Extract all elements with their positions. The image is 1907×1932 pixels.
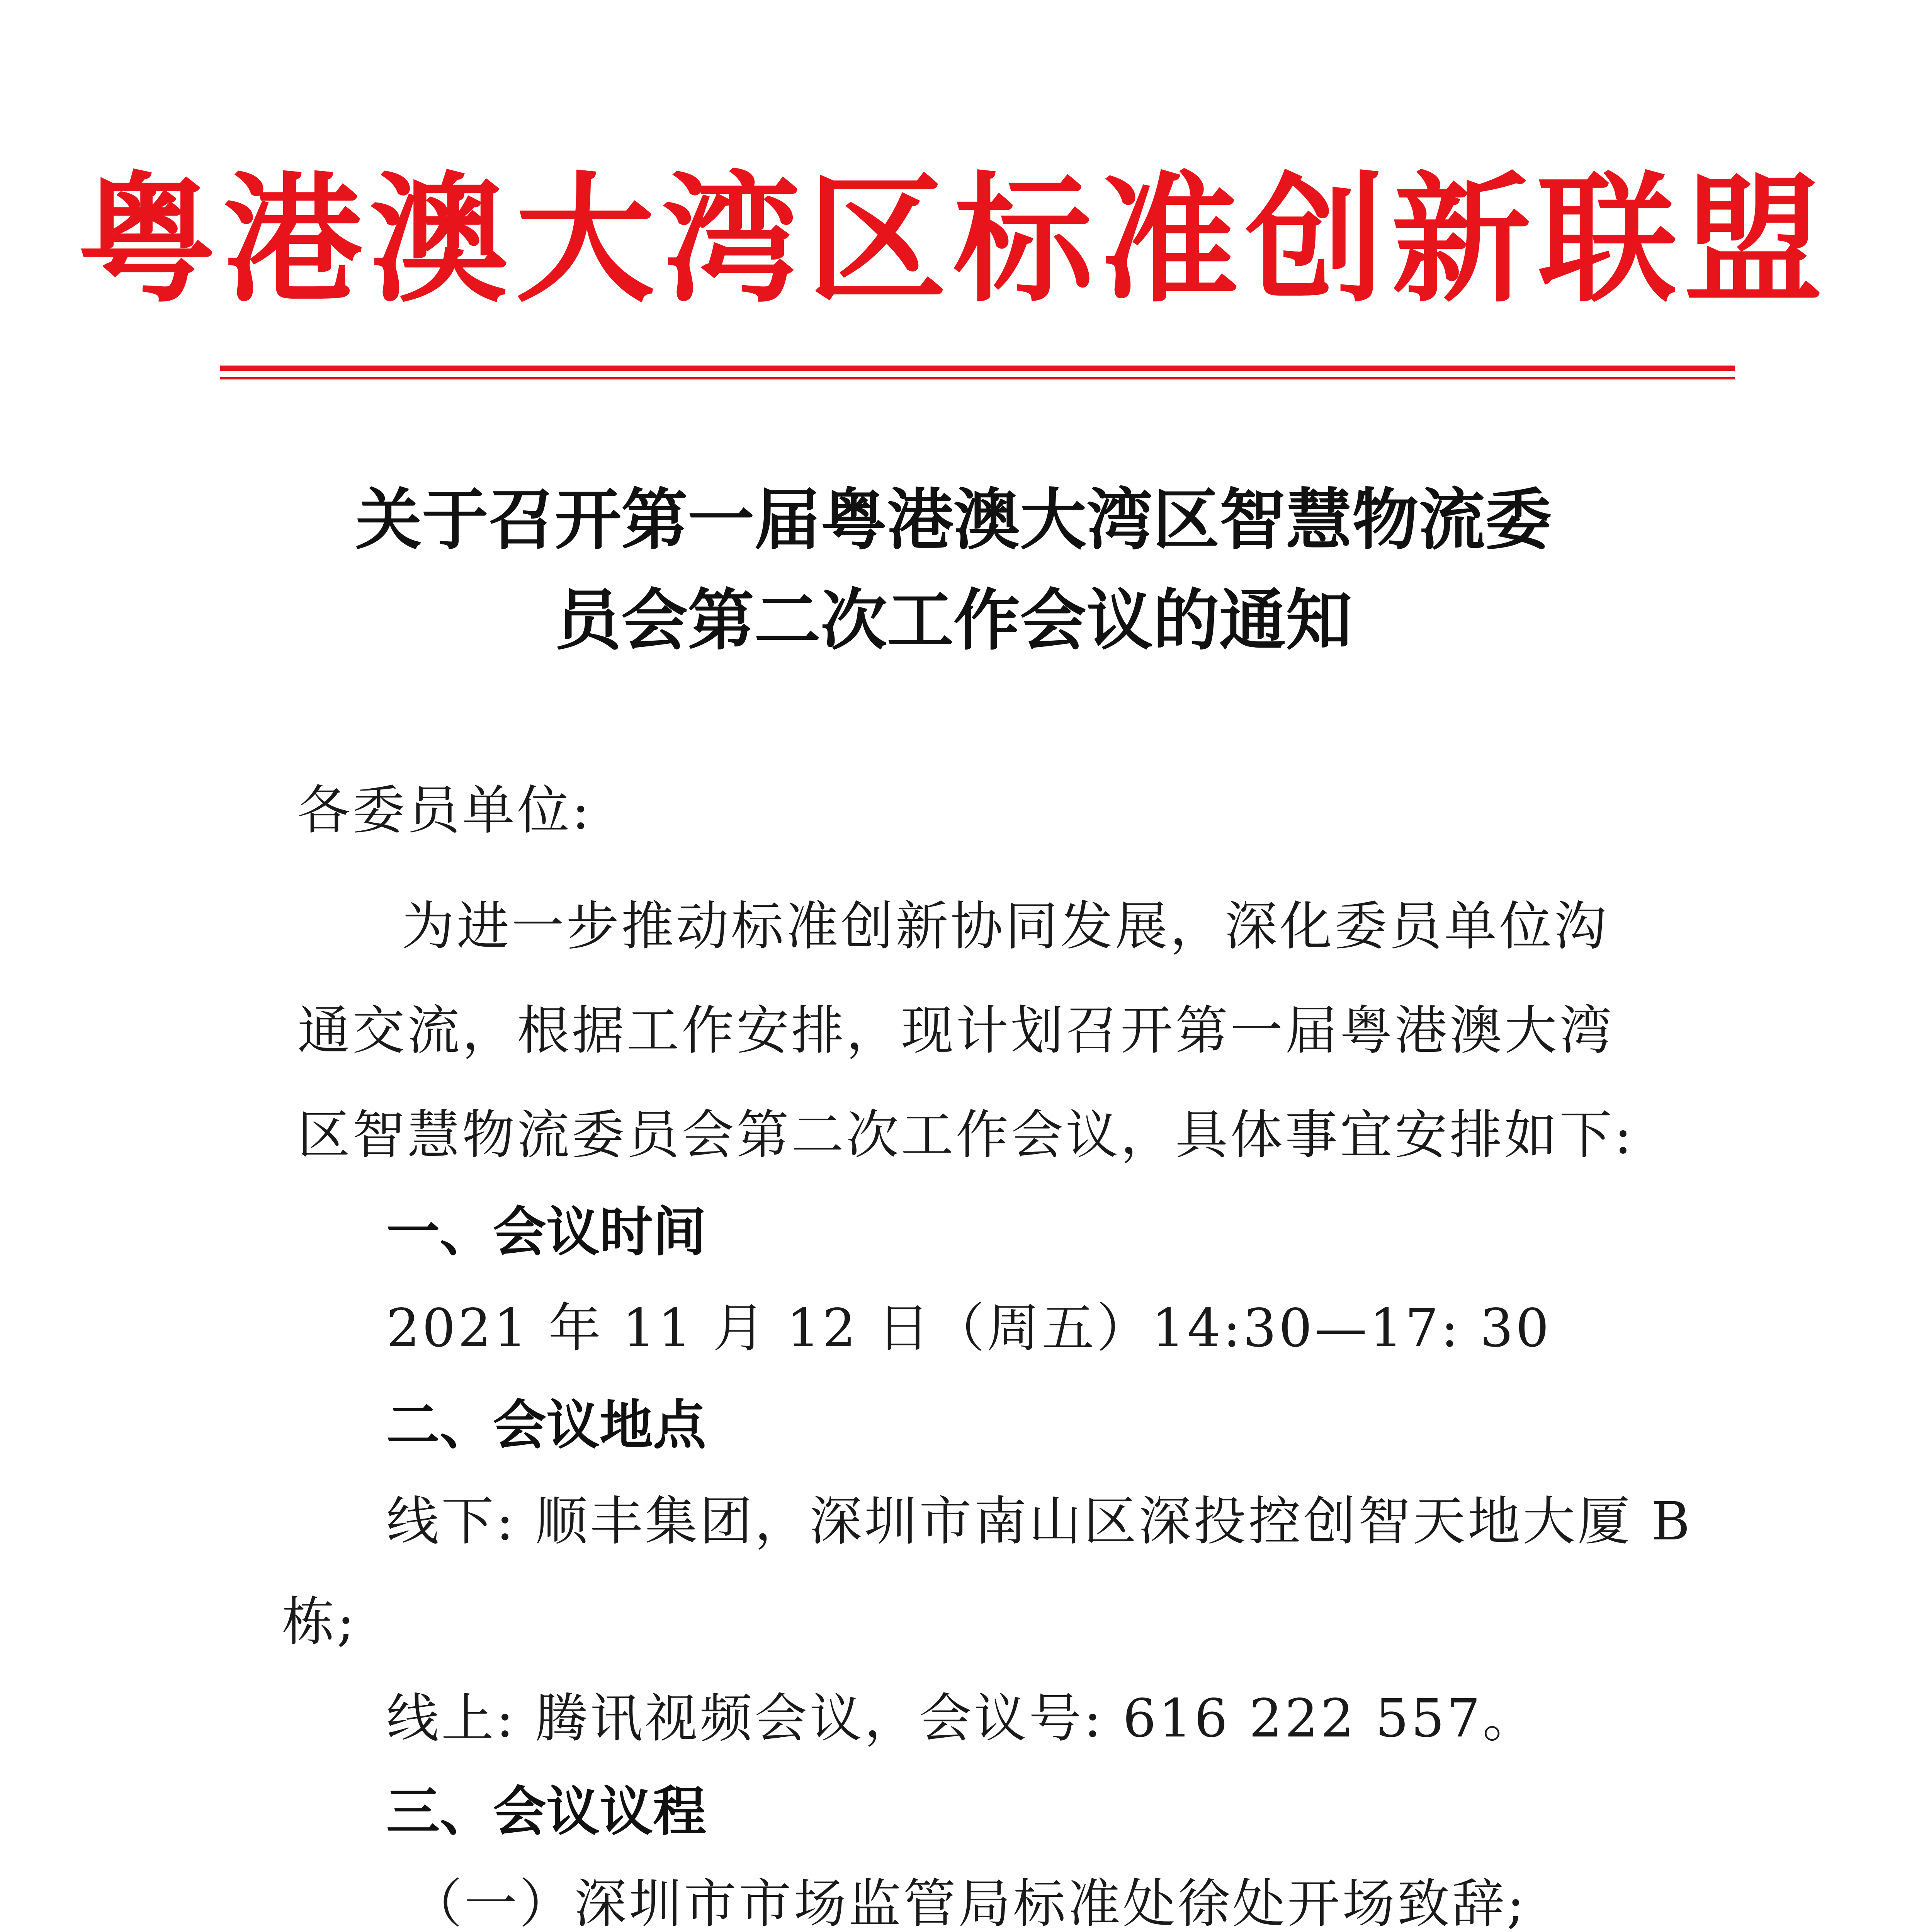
salutation: 各委员单位: — [297, 780, 592, 841]
section-3-heading: 三、会议议程 — [386, 1781, 707, 1843]
offline-location-line-1: 线下: 顺丰集团，深圳市南山区深投控创智天地大厦 B — [386, 1491, 1693, 1552]
meeting-time: 2021 年 11 月 12 日（周五）14:30—17: 30 — [386, 1298, 1552, 1359]
letterhead-rule-thin — [220, 377, 1735, 379]
intro-line-3: 区智慧物流委员会第二次工作会议，具体事宜安排如下: — [297, 1105, 1634, 1166]
letterhead-rule-thick — [220, 366, 1735, 371]
section-2-heading: 二、会议地点 — [386, 1394, 707, 1456]
document-title-line-1: 关于召开第一届粤港澳大湾区智慧物流委 — [355, 481, 1552, 559]
agenda-item: （一）深圳市市场监管局标准处徐处开场致辞; — [410, 1874, 1527, 1932]
document-title-line-2: 员会第二次工作会议的通知 — [555, 582, 1352, 659]
letterhead-org-name: 粤港澳大湾区标准创新联盟 — [77, 158, 1830, 321]
online-meeting-info: 线上: 腾讯视频会议，会议号: 616 222 557。 — [386, 1688, 1538, 1749]
intro-line-2: 通交流，根据工作安排，现计划召开第一届粤港澳大湾 — [297, 1000, 1614, 1061]
offline-location-line-2: 栋; — [282, 1592, 357, 1653]
intro-line-1: 为进一步推动标准创新协同发展，深化委员单位沟 — [402, 896, 1609, 957]
section-1-heading: 一、会议时间 — [386, 1201, 707, 1263]
